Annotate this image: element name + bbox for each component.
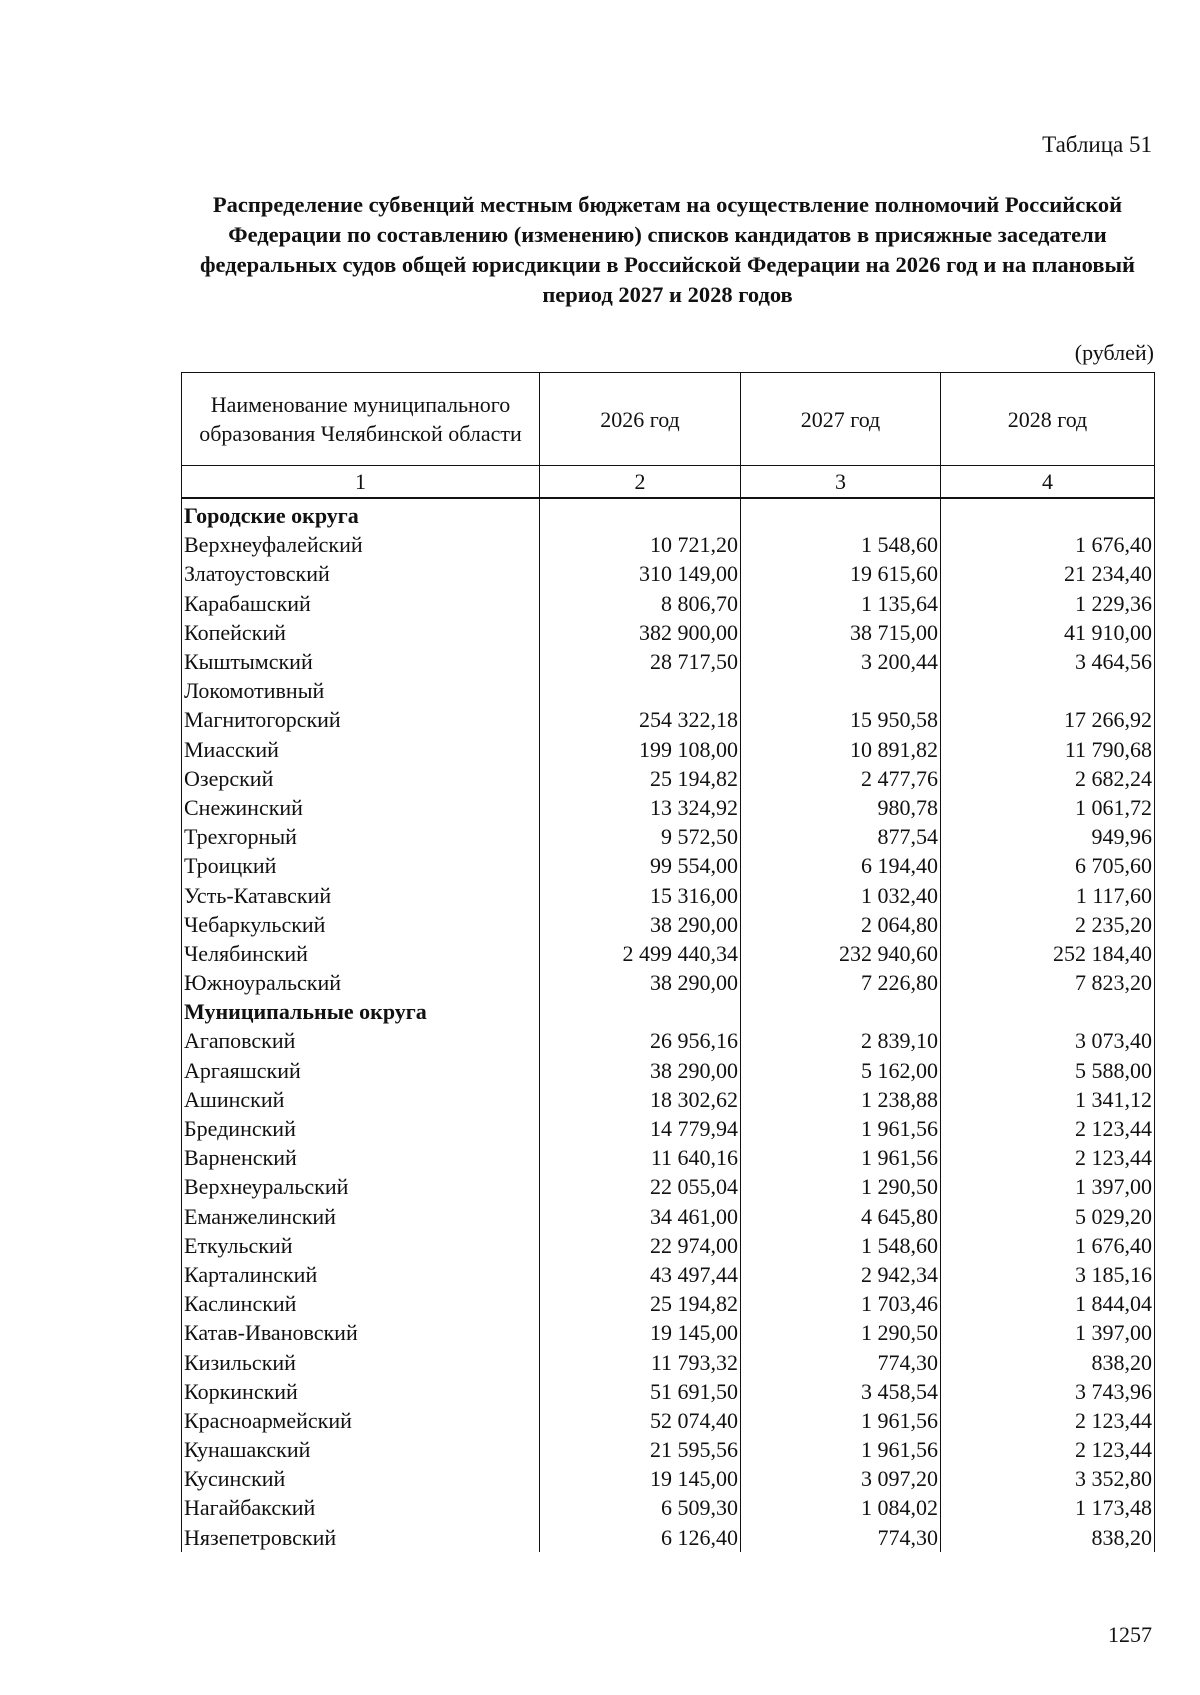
value-2026: 25 194,82 — [540, 764, 741, 793]
value-2026: 99 554,00 — [540, 851, 741, 880]
value-2028: 21 234,40 — [941, 559, 1155, 588]
municipality-name: Златоустовский — [182, 559, 540, 588]
value-2027: 2 477,76 — [741, 764, 941, 793]
header-row — [182, 373, 1155, 466]
value-2028: 1 397,00 — [941, 1318, 1155, 1347]
value-2028: 3 743,96 — [941, 1377, 1155, 1406]
value-2027: 3 097,20 — [741, 1464, 941, 1493]
value-2028: 3 185,16 — [941, 1260, 1155, 1289]
column-number: 3 — [741, 466, 941, 499]
value-2027: 15 950,58 — [741, 705, 941, 734]
table-row — [182, 851, 1155, 880]
header-2027: 2027 год — [741, 373, 941, 466]
value-2027: 1 084,02 — [741, 1493, 941, 1522]
value-2026 — [540, 997, 741, 1026]
value-2026: 38 290,00 — [540, 910, 741, 939]
value-2026: 2 499 440,34 — [540, 939, 741, 968]
municipality-name: Кунашакский — [182, 1435, 540, 1464]
value-2027: 1 548,60 — [741, 1231, 941, 1260]
value-2026: 19 145,00 — [540, 1318, 741, 1347]
value-2026: 52 074,40 — [540, 1406, 741, 1435]
table-row — [182, 1347, 1155, 1376]
table-row — [182, 1172, 1155, 1201]
value-2027: 3 200,44 — [741, 647, 941, 676]
municipality-name: Аргаяшский — [182, 1056, 540, 1085]
municipality-name: Еманжелинский — [182, 1202, 540, 1231]
table-row — [182, 880, 1155, 909]
table-row — [182, 968, 1155, 997]
table-row — [182, 1289, 1155, 1318]
table-row — [182, 676, 1155, 705]
table-row — [182, 1318, 1155, 1347]
table-row — [182, 1406, 1155, 1435]
table-row — [182, 647, 1155, 676]
value-2026: 38 290,00 — [540, 1056, 741, 1085]
table-row — [182, 618, 1155, 647]
value-2027: 1 961,56 — [741, 1143, 941, 1172]
subventions-table — [181, 372, 1155, 1552]
value-2028: 2 123,44 — [941, 1406, 1155, 1435]
municipality-name: Коркинский — [182, 1377, 540, 1406]
section-row — [182, 997, 1155, 1026]
value-2027 — [741, 498, 941, 530]
value-2028: 17 266,92 — [941, 705, 1155, 734]
value-2026: 11 640,16 — [540, 1143, 741, 1172]
value-2028: 838,20 — [941, 1523, 1155, 1552]
table-row — [182, 764, 1155, 793]
table-row — [182, 1523, 1155, 1552]
value-2026: 6 126,40 — [540, 1523, 741, 1552]
municipality-name: Локомотивный — [182, 676, 540, 705]
value-2028: 2 123,44 — [941, 1435, 1155, 1464]
value-2028: 41 910,00 — [941, 618, 1155, 647]
value-2028: 1 341,12 — [941, 1085, 1155, 1114]
value-2026: 25 194,82 — [540, 1289, 741, 1318]
value-2027: 5 162,00 — [741, 1056, 941, 1085]
value-2028: 2 682,24 — [941, 764, 1155, 793]
table-row — [182, 1202, 1155, 1231]
table-row — [182, 1143, 1155, 1172]
value-2026: 254 322,18 — [540, 705, 741, 734]
value-2028: 2 123,44 — [941, 1143, 1155, 1172]
value-2026: 28 717,50 — [540, 647, 741, 676]
column-number: 4 — [941, 466, 1155, 499]
value-2026: 199 108,00 — [540, 735, 741, 764]
table-row — [182, 1056, 1155, 1085]
municipality-name: Ашинский — [182, 1085, 540, 1114]
municipality-name: Катав-Ивановский — [182, 1318, 540, 1347]
municipality-name: Магнитогорский — [182, 705, 540, 734]
value-2028: 3 352,80 — [941, 1464, 1155, 1493]
value-2026: 9 572,50 — [540, 822, 741, 851]
value-2028: 1 229,36 — [941, 589, 1155, 618]
value-2026: 10 721,20 — [540, 530, 741, 559]
value-2026: 38 290,00 — [540, 968, 741, 997]
value-2028: 5 029,20 — [941, 1202, 1155, 1231]
header-municipality: Наименование муниципального образования Челябинской области — [182, 373, 540, 466]
value-2026: 13 324,92 — [540, 793, 741, 822]
value-2026: 15 316,00 — [540, 880, 741, 909]
value-2027: 1 961,56 — [741, 1406, 941, 1435]
value-2026: 21 595,56 — [540, 1435, 741, 1464]
municipality-name: Чебаркульский — [182, 910, 540, 939]
value-2027: 2 839,10 — [741, 1026, 941, 1055]
municipality-name: Карталинский — [182, 1260, 540, 1289]
value-2028: 2 235,20 — [941, 910, 1155, 939]
value-2026: 43 497,44 — [540, 1260, 741, 1289]
table-row — [182, 1085, 1155, 1114]
table-row — [182, 1377, 1155, 1406]
value-2026: 11 793,32 — [540, 1347, 741, 1376]
value-2028: 252 184,40 — [941, 939, 1155, 968]
municipality-name: Нагайбакский — [182, 1493, 540, 1522]
municipality-name: Троицкий — [182, 851, 540, 880]
value-2028: 949,96 — [941, 822, 1155, 851]
value-2027: 1 961,56 — [741, 1435, 941, 1464]
value-2026: 22 974,00 — [540, 1231, 741, 1260]
municipality-name: Челябинский — [182, 939, 540, 968]
header-2028: 2028 год — [941, 373, 1155, 466]
column-number: 1 — [182, 466, 540, 499]
table-row — [182, 1114, 1155, 1143]
table-row — [182, 589, 1155, 618]
value-2027: 10 891,82 — [741, 735, 941, 764]
table-row — [182, 910, 1155, 939]
section-heading: Городские округа — [182, 498, 540, 530]
value-2026: 310 149,00 — [540, 559, 741, 588]
table-row — [182, 735, 1155, 764]
value-2026 — [540, 498, 741, 530]
value-2026: 19 145,00 — [540, 1464, 741, 1493]
municipality-name: Агаповский — [182, 1026, 540, 1055]
table-row — [182, 530, 1155, 559]
municipality-name: Трехгорный — [182, 822, 540, 851]
value-2027 — [741, 676, 941, 705]
municipality-name: Копейский — [182, 618, 540, 647]
municipality-name: Южноуральский — [182, 968, 540, 997]
column-number-row — [182, 466, 1155, 499]
value-2026: 382 900,00 — [540, 618, 741, 647]
value-2028 — [941, 676, 1155, 705]
value-2028: 1 397,00 — [941, 1172, 1155, 1201]
municipality-name: Кыштымский — [182, 647, 540, 676]
municipality-name: Карабашский — [182, 589, 540, 618]
column-number: 2 — [540, 466, 741, 499]
value-2026: 8 806,70 — [540, 589, 741, 618]
municipality-name: Кизильский — [182, 1347, 540, 1376]
value-2028: 11 790,68 — [941, 735, 1155, 764]
value-2027: 1 290,50 — [741, 1318, 941, 1347]
value-2028: 6 705,60 — [941, 851, 1155, 880]
value-2026: 22 055,04 — [540, 1172, 741, 1201]
value-2027: 774,30 — [741, 1523, 941, 1552]
value-2027: 980,78 — [741, 793, 941, 822]
table-row — [182, 705, 1155, 734]
value-2027: 4 645,80 — [741, 1202, 941, 1231]
value-2027: 3 458,54 — [741, 1377, 941, 1406]
municipality-name: Миасский — [182, 735, 540, 764]
value-2027: 1 032,40 — [741, 880, 941, 909]
value-2027: 1 238,88 — [741, 1085, 941, 1114]
document-title: Распределение субвенций местным бюджетам на осуществление полномочий Российской Федерации по составлению (изменению) списков кандидатов в присяжные заседатели федеральных судов общей юрисдикции в Российской Федерации на 2026 год и на плановый период 2027 и 2028 годов — [199, 192, 1136, 307]
value-2027: 19 615,60 — [741, 559, 941, 588]
municipality-name: Верхнеуфалейский — [182, 530, 540, 559]
table-row — [182, 1464, 1155, 1493]
value-2027: 7 226,80 — [741, 968, 941, 997]
header-2026: 2026 год — [540, 373, 741, 466]
value-2028: 3 073,40 — [941, 1026, 1155, 1055]
value-2027: 877,54 — [741, 822, 941, 851]
value-2028: 3 464,56 — [941, 647, 1155, 676]
section-row — [182, 498, 1155, 530]
value-2027: 1 135,64 — [741, 589, 941, 618]
units-label: (рублей) — [1074, 340, 1154, 365]
table-row — [182, 559, 1155, 588]
value-2027: 1 703,46 — [741, 1289, 941, 1318]
value-2027: 1 548,60 — [741, 530, 941, 559]
value-2026: 34 461,00 — [540, 1202, 741, 1231]
value-2026 — [540, 676, 741, 705]
value-2027: 1 961,56 — [741, 1114, 941, 1143]
value-2027: 2 942,34 — [741, 1260, 941, 1289]
table-row — [182, 793, 1155, 822]
value-2028: 1 117,60 — [941, 880, 1155, 909]
value-2027: 232 940,60 — [741, 939, 941, 968]
table-row — [182, 1231, 1155, 1260]
value-2027: 774,30 — [741, 1347, 941, 1376]
municipality-name: Снежинский — [182, 793, 540, 822]
value-2028: 1 061,72 — [941, 793, 1155, 822]
value-2028: 1 844,04 — [941, 1289, 1155, 1318]
municipality-name: Красноармейский — [182, 1406, 540, 1435]
value-2028: 1 173,48 — [941, 1493, 1155, 1522]
section-heading: Муниципальные округа — [182, 997, 540, 1026]
municipality-name: Нязепетровский — [182, 1523, 540, 1552]
value-2028: 1 676,40 — [941, 530, 1155, 559]
value-2028: 2 123,44 — [941, 1114, 1155, 1143]
table-row — [182, 1260, 1155, 1289]
table-row — [182, 939, 1155, 968]
value-2027: 38 715,00 — [741, 618, 941, 647]
value-2027: 1 290,50 — [741, 1172, 941, 1201]
value-2028 — [941, 997, 1155, 1026]
municipality-name: Еткульский — [182, 1231, 540, 1260]
municipality-name: Усть-Катавский — [182, 880, 540, 909]
table-label: Таблица 51 — [1042, 132, 1152, 157]
municipality-name: Брединский — [182, 1114, 540, 1143]
value-2026: 26 956,16 — [540, 1026, 741, 1055]
table-row — [182, 1026, 1155, 1055]
value-2028: 838,20 — [941, 1347, 1155, 1376]
value-2026: 6 509,30 — [540, 1493, 741, 1522]
page-number: 1257 — [1108, 1622, 1152, 1647]
value-2028: 5 588,00 — [941, 1056, 1155, 1085]
value-2026: 14 779,94 — [540, 1114, 741, 1143]
value-2027: 2 064,80 — [741, 910, 941, 939]
table-row — [182, 822, 1155, 851]
municipality-name: Верхнеуральский — [182, 1172, 540, 1201]
municipality-name: Кусинский — [182, 1464, 540, 1493]
value-2027: 6 194,40 — [741, 851, 941, 880]
value-2028 — [941, 498, 1155, 530]
municipality-name: Варненский — [182, 1143, 540, 1172]
value-2026: 51 691,50 — [540, 1377, 741, 1406]
value-2027 — [741, 997, 941, 1026]
table-row — [182, 1435, 1155, 1464]
municipality-name: Каслинский — [182, 1289, 540, 1318]
value-2028: 7 823,20 — [941, 968, 1155, 997]
value-2028: 1 676,40 — [941, 1231, 1155, 1260]
table-row — [182, 1493, 1155, 1522]
municipality-name: Озерский — [182, 764, 540, 793]
value-2026: 18 302,62 — [540, 1085, 741, 1114]
